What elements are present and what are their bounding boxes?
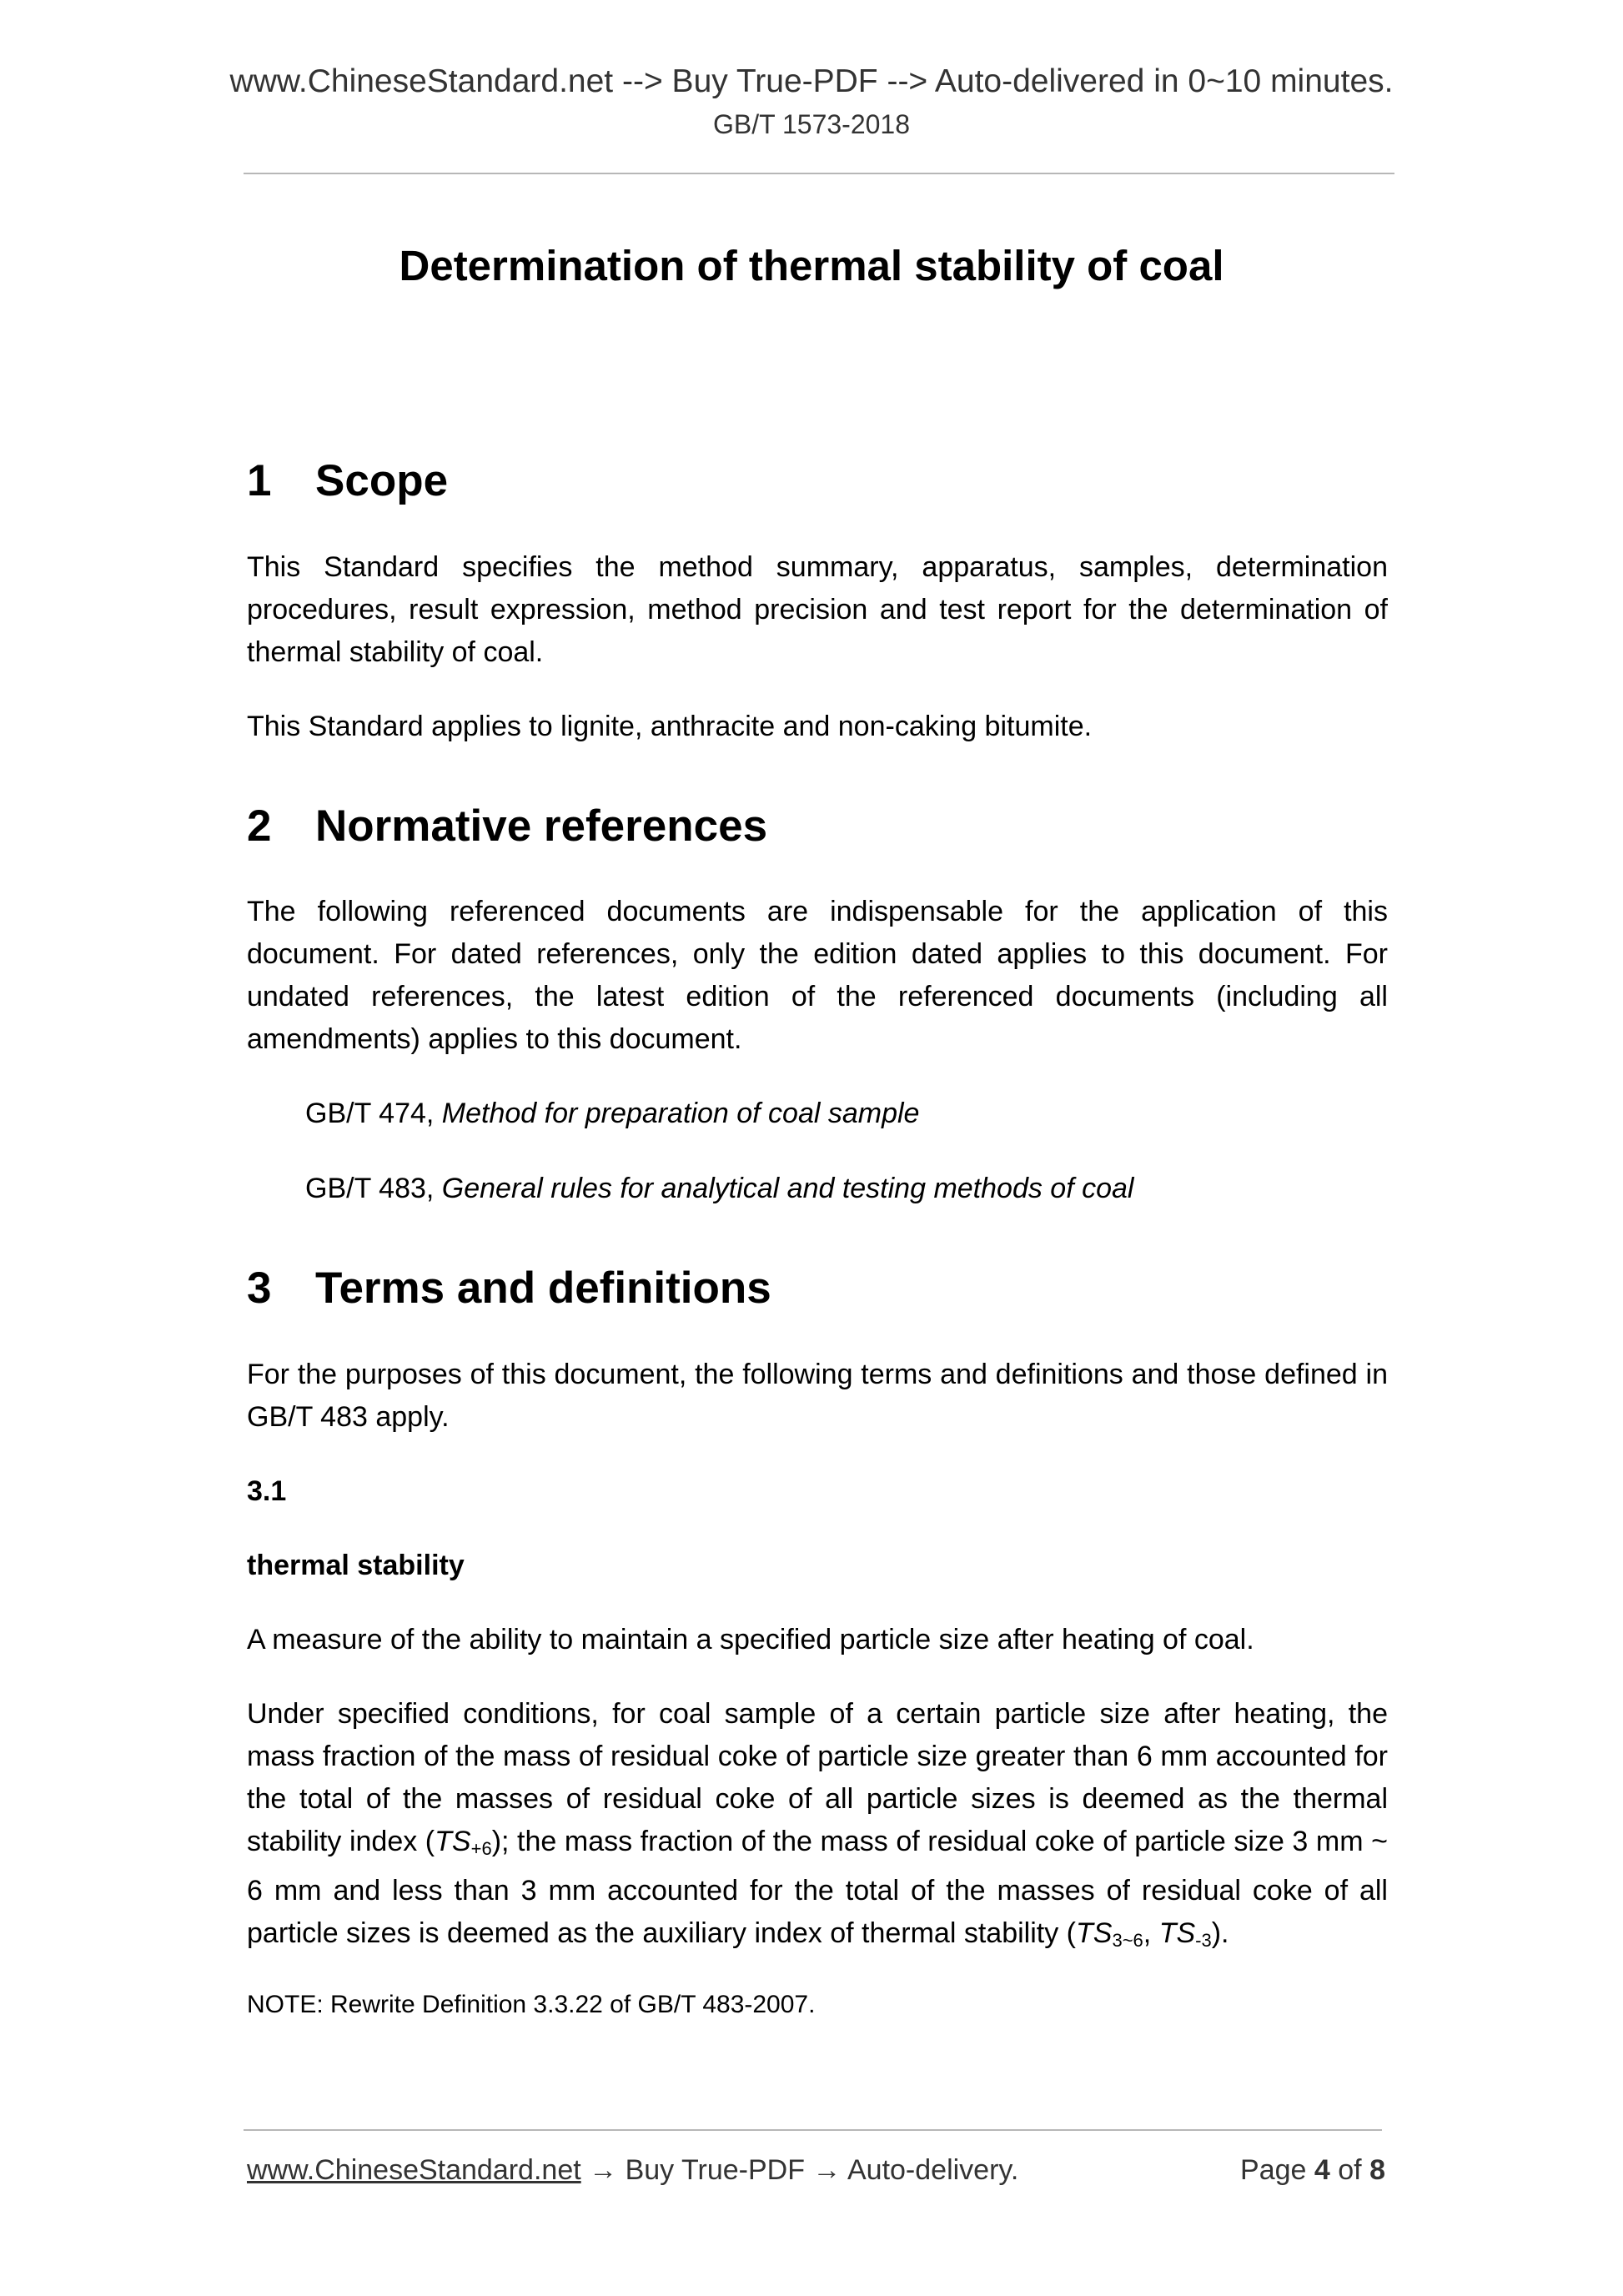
reference-item — [247, 1093, 1388, 1135]
page-total: 8 — [1369, 2154, 1385, 2186]
terms-paragraph: For the purposes of this document, the following terms and definitions and those defined in GB/T 483 apply. — [247, 1358, 1388, 1433]
section-number: 3 — [247, 1264, 272, 1314]
section-heading-terms — [247, 1262, 1388, 1315]
comma: , — [1143, 1917, 1159, 1949]
footer-left — [247, 2153, 1018, 2188]
section-heading-scope — [247, 455, 1388, 508]
explanation-text: ); the mass fraction of the mass of residual coke of particle size 3 mm ~ 6 mm and less than 3 mm accounted for the total of the masses of residual coke of all particle sizes is deemed as the auxiliary index of thermal stability ( — [247, 1825, 1388, 1949]
term-definition: A measure of the ability to maintain a specified particle size after heating of coal. — [247, 1623, 1254, 1655]
standard-code: GB/T 1573-2018 — [712, 108, 910, 139]
reference-title: Method for preparation of coal sample — [441, 1098, 920, 1130]
header-divider — [244, 173, 1394, 174]
section-heading-normative — [247, 800, 1388, 853]
section-title: Terms and definitions — [315, 1264, 771, 1314]
symbol-ts: TS — [1076, 1917, 1113, 1949]
header-banner: www.ChineseStandard.net --> Buy True-PDF --> Auto-delivered in 0~10 minutes. — [229, 63, 1394, 99]
footer-website-link[interactable]: www.ChineseStandard.net — [247, 2154, 581, 2186]
page-current: 4 — [1314, 2154, 1330, 2186]
page-footer — [247, 2153, 1385, 2188]
section-title: Normative references — [315, 801, 768, 851]
page-header — [0, 63, 1623, 140]
term-number: 3.1 — [247, 1475, 287, 1507]
term-name: thermal stability — [247, 1549, 465, 1581]
explanation-end: ). — [1211, 1917, 1229, 1949]
note: NOTE: Rewrite Definition 3.3.22 of GB/T 483-2007. — [247, 1990, 816, 2018]
subscript-3to6: 3~6 — [1112, 1929, 1143, 1951]
normative-paragraph: The following referenced documents are indispensable for the application of this document. For dated references, only the edition dated applies to this document. For undated references, the latest edition of the referenced documents (including all amendments) applies to this document. — [247, 896, 1388, 1056]
term-explanation — [247, 1693, 1388, 1962]
symbol-ts: TS — [435, 1825, 471, 1857]
reference-code: GB/T 483, — [305, 1173, 442, 1205]
document-title: Determination of thermal stability of coal — [399, 242, 1224, 289]
scope-paragraph-1: This Standard specifies the method summary, apparatus, samples, determination procedures, result expression, method precision and test report for the determination of thermal stability of coal. — [247, 550, 1388, 668]
reference-code: GB/T 474, — [305, 1098, 442, 1130]
document-body — [247, 455, 1388, 2023]
section-number: 1 — [247, 456, 272, 505]
section-title: Scope — [315, 456, 449, 505]
footer-divider — [244, 2129, 1382, 2131]
section-number: 2 — [247, 801, 272, 851]
scope-paragraph-2: This Standard applies to lignite, anthracite and non-caking bitumite. — [247, 710, 1093, 742]
subscript-plus6: +6 — [470, 1837, 492, 1859]
reference-title: General rules for analytical and testing methods of coal — [441, 1173, 1134, 1205]
explanation-text: Under specified conditions, for coal sample of a certain particle size after heating, the mass fraction of the mass of residual coke of particle size greater than 6 mm accounted for the total of the masses of residual coke of all particle sizes is deemed as the thermal stability index ( — [247, 1697, 1388, 1857]
footer-tail-text: → Buy True-PDF → Auto-delivery. — [580, 2154, 1019, 2186]
symbol-ts: TS — [1158, 1917, 1196, 1949]
reference-item — [247, 1168, 1388, 1210]
page-number — [1240, 2153, 1385, 2188]
page-of: of — [1329, 2154, 1370, 2186]
subscript-minus3: -3 — [1195, 1929, 1212, 1951]
page-label: Page — [1240, 2154, 1314, 2186]
